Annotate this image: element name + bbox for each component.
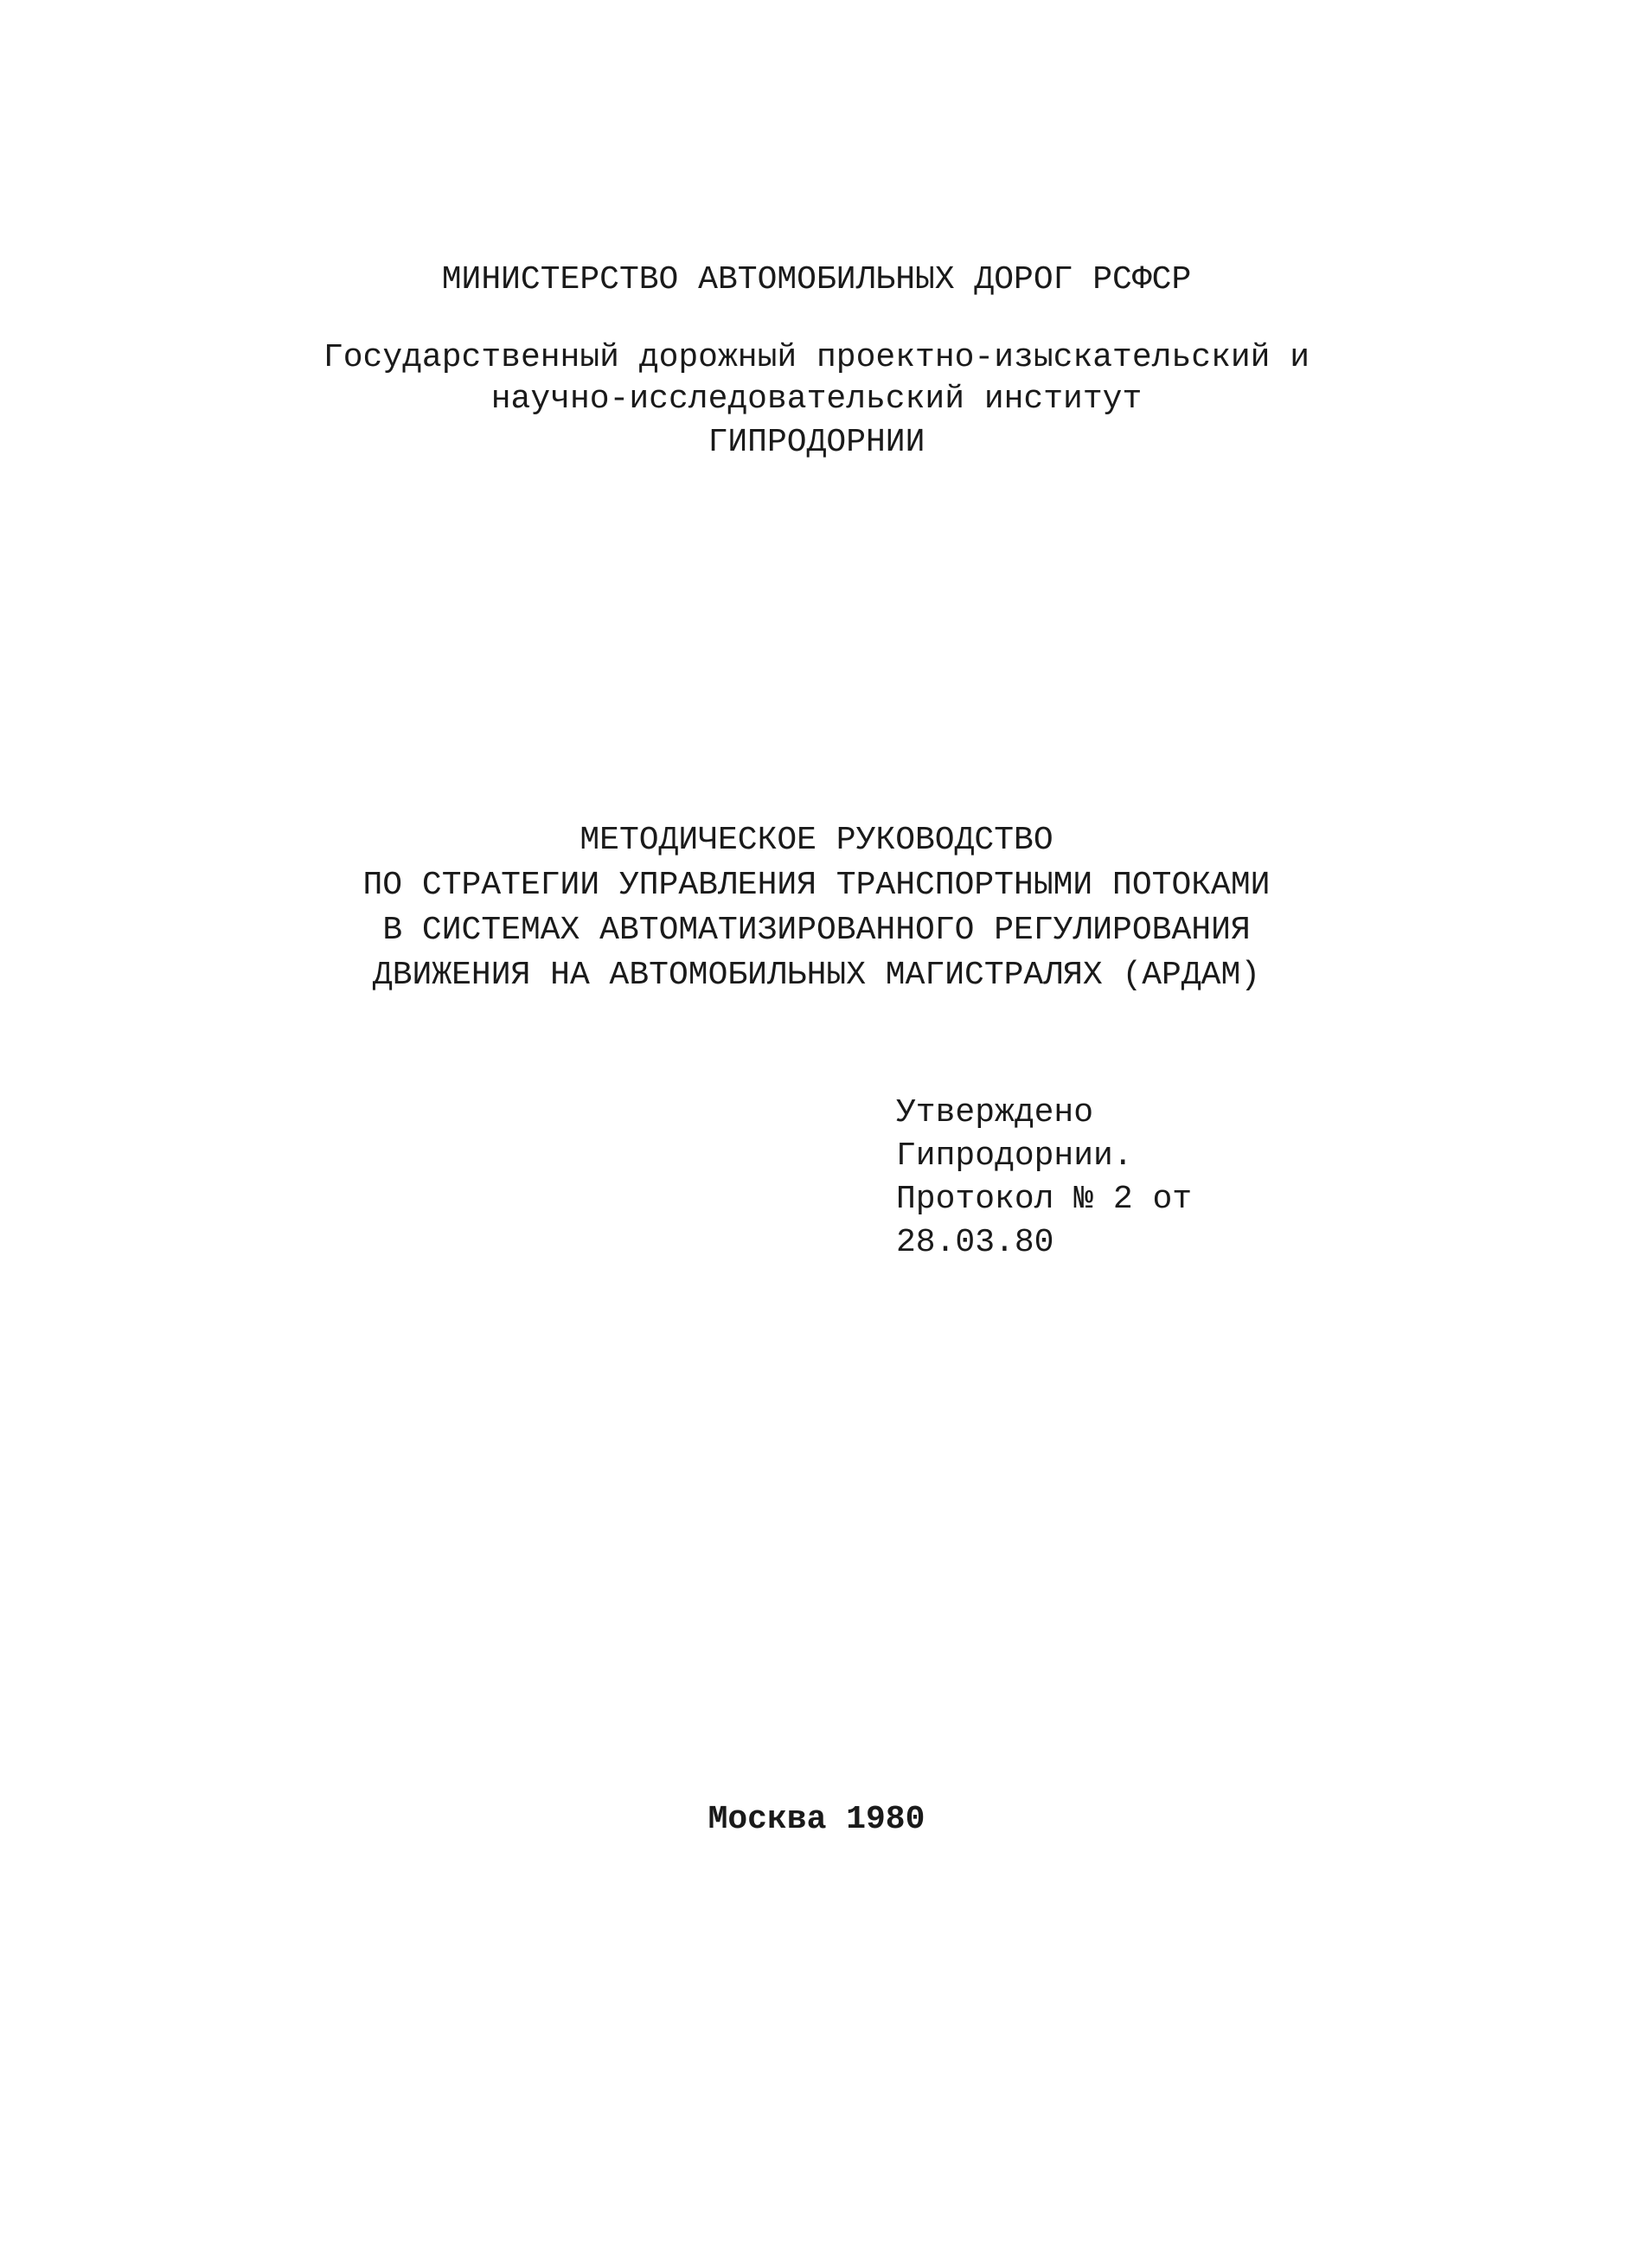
document-title-line-1: МЕТОДИЧЕСКОЕ РУКОВОДСТВО [580,822,1053,859]
approval-line-1: Утверждено [896,1094,1094,1131]
document-title-line-4: ДВИЖЕНИЯ НА АВТОМОБИЛЬНЫХ МАГИСТРАЛЯХ (АРДАМ) [372,957,1261,994]
approval-date: 28.03.80 [896,1224,1054,1261]
ministry-heading: МИНИСТЕРСТВО АВТОМОБИЛЬНЫХ ДОРОГ РСФСР [441,261,1192,298]
document-title-line-2: ПО СТРАТЕГИИ УПРАВЛЕНИЯ ТРАНСПОРТНЫМИ ПОТОКАМИ [362,867,1271,904]
city-year: Москва 1980 [708,1801,925,1838]
approval-line-3: Протокол № 2 от [896,1181,1193,1218]
document-title-line-3: В СИСТЕМАХ АВТОМАТИЗИРОВАННОГО РЕГУЛИРОВАНИЯ [382,912,1251,949]
institute-short-name: ГИПРОДОРНИИ [708,424,925,461]
institute-name-line-1: Государственный дорожный проектно-изыскательский и [323,339,1310,376]
approval-block [896,1092,1192,1265]
approval-line-2: Гипродорнии. [896,1137,1133,1175]
institute-name-line-2: научно-исследовательский институт [490,381,1143,418]
